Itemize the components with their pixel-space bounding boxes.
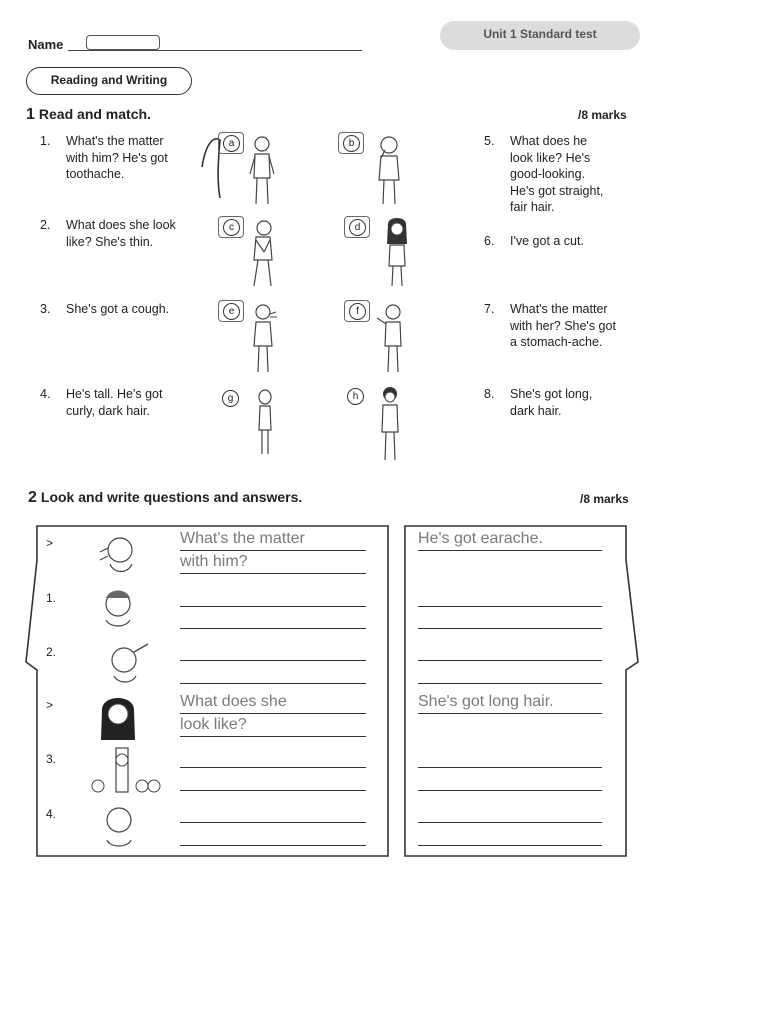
q2-marks: /8 marks	[580, 492, 629, 506]
item-number: 6.	[484, 234, 495, 248]
section-title: Reading and Writing	[26, 67, 192, 95]
answer-write-line[interactable]	[418, 628, 602, 629]
question-write-line[interactable]	[180, 790, 366, 791]
item-number: 4.	[40, 387, 51, 401]
question-write-line[interactable]	[180, 683, 366, 684]
girl-cut-figure	[374, 302, 408, 374]
item-text-line: What's the matter	[66, 134, 164, 148]
letter-box-e	[218, 300, 244, 322]
boy-toothache-figure	[248, 134, 278, 206]
answer-line	[418, 550, 602, 551]
letter-box-a	[218, 132, 244, 154]
letter-g: g	[222, 390, 239, 407]
letter-box-c	[218, 216, 244, 238]
q1-item-5	[484, 133, 644, 217]
letter-f: f	[349, 303, 366, 320]
item-text-line: curly, dark hair.	[66, 403, 150, 418]
q1-item-4	[40, 386, 210, 420]
example-answer-2: She's got long hair.	[418, 693, 554, 710]
letter-e: e	[223, 303, 240, 320]
boy-earache-picture	[92, 530, 142, 578]
example-question-1-line-1: What's the matter	[180, 530, 305, 547]
name-box	[86, 35, 160, 50]
example-question-2-line-2: look like?	[180, 716, 247, 733]
unit-title-badge: Unit 1 Standard test	[440, 21, 640, 50]
row-label-4: 4.	[46, 807, 57, 821]
girl-cough-figure	[248, 302, 280, 374]
item-number: 5.	[484, 134, 495, 148]
q1-item-3	[40, 301, 210, 319]
item-text-line: What's the matter	[510, 302, 608, 316]
answer-write-line[interactable]	[418, 683, 602, 684]
item-number: 2.	[40, 218, 51, 232]
example-question-2-line-1: What does she	[180, 693, 287, 710]
item-text-line: fair hair.	[510, 200, 555, 214]
answer-write-line[interactable]	[418, 822, 602, 823]
question-line	[180, 550, 366, 551]
item-text-line: I've got a cut.	[510, 234, 584, 248]
letter-b: b	[343, 135, 360, 152]
boy-headache-picture	[98, 584, 138, 632]
letter-box-d	[344, 216, 370, 238]
item-number: 8.	[484, 387, 495, 401]
item-text-line: with him? He's got	[66, 150, 168, 165]
girl-long-hair-figure	[382, 218, 412, 288]
q1-heading	[26, 106, 151, 124]
q1-number: 1	[26, 106, 35, 123]
row-label-example-1: >	[46, 536, 54, 550]
question-write-line[interactable]	[180, 767, 366, 768]
boy-short-hair-picture	[100, 802, 138, 850]
q2-heading	[28, 489, 302, 507]
q1-item-1	[40, 133, 210, 185]
answer-write-line[interactable]	[418, 790, 602, 791]
q1-title: Read and match.	[38, 106, 151, 122]
row-label-3: 3.	[46, 752, 57, 766]
item-text-line: She's got long,	[510, 387, 593, 401]
letter-d: d	[349, 219, 366, 236]
question-write-line[interactable]	[180, 845, 366, 846]
item-text-line: like? She's thin.	[66, 234, 154, 249]
name-label: Name	[28, 37, 64, 52]
q1-marks: /8 marks	[578, 108, 627, 122]
example-question-1-line-2: with him?	[180, 553, 248, 570]
girl-arm-pain-picture	[104, 638, 152, 686]
item-text-line: He's tall. He's got	[66, 387, 163, 401]
letter-c: c	[223, 219, 240, 236]
answer-write-line[interactable]	[418, 606, 602, 607]
q2-number: 2	[28, 489, 37, 506]
q1-item-2	[40, 217, 210, 251]
q1-item-6	[484, 233, 644, 251]
example-answer-1: He's got earache.	[418, 530, 543, 547]
q2-title: Look and write questions and answers.	[40, 489, 303, 505]
item-text-line: a stomach-ache.	[510, 335, 603, 349]
q1-item-7	[484, 301, 644, 353]
girl-thin-figure	[252, 388, 278, 456]
item-text-line: dark hair.	[510, 403, 562, 418]
item-number: 3.	[40, 302, 51, 316]
answer-write-line[interactable]	[418, 660, 602, 661]
q1-item-8	[484, 386, 644, 420]
boy-curly-hair-figure	[374, 386, 406, 462]
row-label-2: 2.	[46, 645, 57, 659]
answer-write-line[interactable]	[418, 767, 602, 768]
item-text-line: What does she look	[66, 218, 176, 232]
letter-box-f	[344, 300, 370, 322]
item-text-line: He's got straight,	[510, 183, 604, 198]
question-write-line[interactable]	[180, 822, 366, 823]
letter-h: h	[347, 388, 364, 405]
name-input-line[interactable]	[68, 50, 362, 51]
row-label-1: 1.	[46, 591, 57, 605]
boy-stomachache-figure	[244, 218, 282, 288]
item-text-line: with her? She's got	[510, 318, 616, 333]
item-text-line: look like? He's	[510, 150, 591, 165]
question-write-line[interactable]	[180, 606, 366, 607]
item-text-line: What does he	[510, 134, 588, 148]
girl-long-dark-hair-picture	[98, 694, 138, 742]
row-label-example-2: >	[46, 698, 54, 712]
tall-boy-with-children-picture	[86, 746, 162, 794]
question-write-line[interactable]	[180, 660, 366, 661]
letter-box-b	[338, 132, 364, 154]
letter-a: a	[223, 135, 240, 152]
item-text-line: toothache.	[66, 167, 125, 181]
item-number: 1.	[40, 134, 51, 148]
answer-write-line[interactable]	[418, 845, 602, 846]
question-write-line[interactable]	[180, 628, 366, 629]
question-line	[180, 573, 366, 574]
question-line	[180, 736, 366, 737]
question-line	[180, 713, 366, 714]
item-number: 7.	[484, 302, 495, 316]
girl-coughing-figure	[372, 134, 406, 206]
item-text-line: She's got a cough.	[66, 302, 170, 316]
item-text-line: good-looking.	[510, 167, 586, 181]
answer-line	[418, 713, 602, 714]
